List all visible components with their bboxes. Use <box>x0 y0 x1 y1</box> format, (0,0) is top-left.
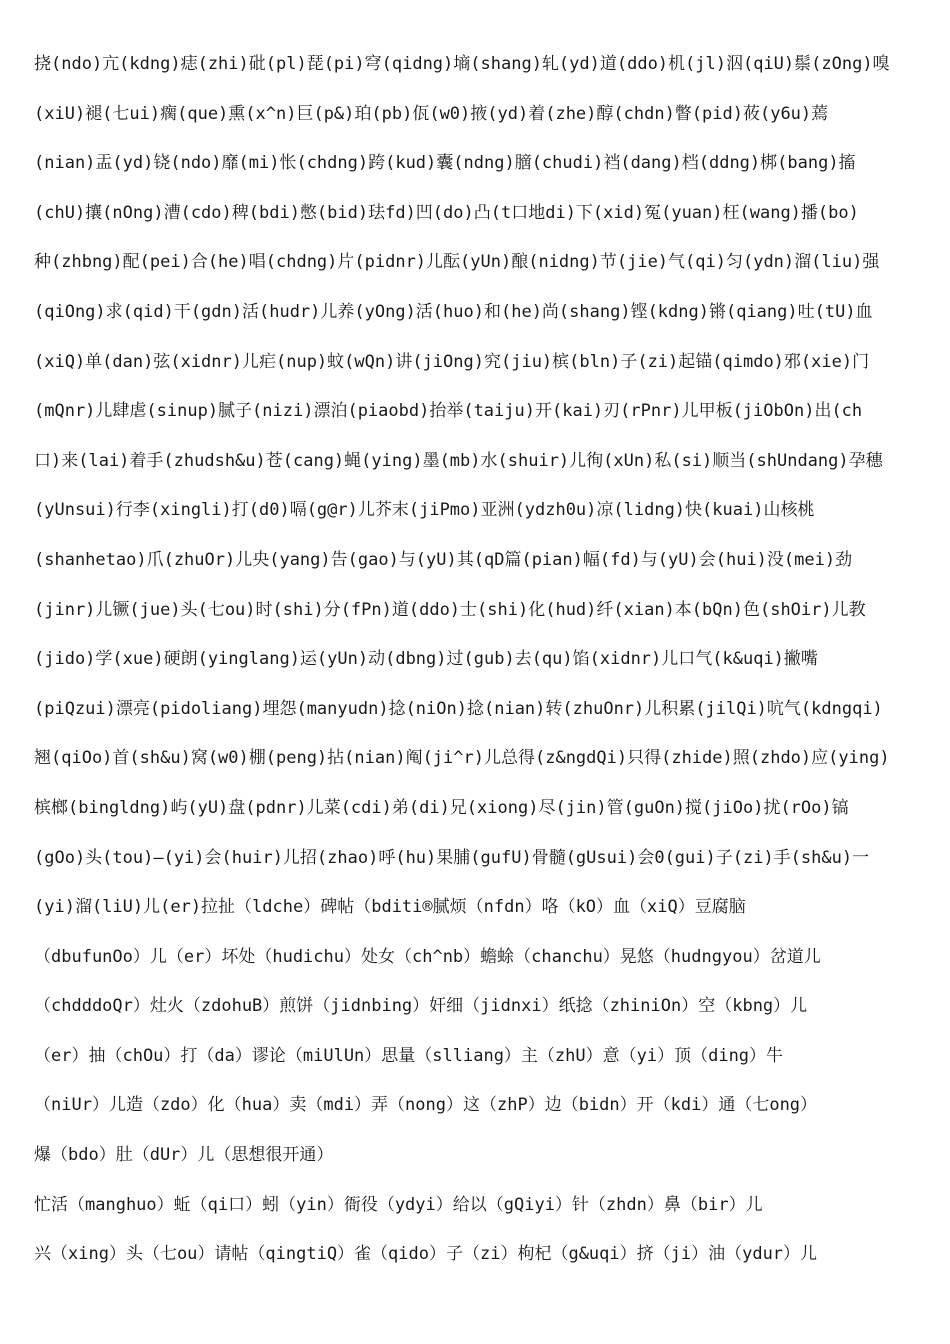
text-line: （dbufunOo）儿（er）坏处（hudichu）处女（ch^nb）蟾蜍（chanchu）晃悠（hudngyou）岔道儿 <box>34 946 821 967</box>
text-line: 槟榔(bingldng)屿(yU)盘(pdnr)儿菜(cdi)弟(di)兄(xiong)尽(jin)管(guOn)搅(jiOo)扰(rOo)镐 <box>34 797 849 818</box>
pinyin-word-list <box>34 46 934 1286</box>
text-line: 口)来(lai)着手(zhudsh&u)苍(cang)蝇(ying)墨(mb)水(shuir)儿徇(xUn)私(si)顺当(shUndang)孕穗 <box>34 450 883 471</box>
text-line: (nian)盂(yd)铙(ndo)靡(mi)怅(chdng)跨(kud)囊(ndng)膪(chudi)裆(dang)档(ddng)梆(bang)搐 <box>34 153 856 174</box>
text-line: （niUr）儿造（zdo）化（hua）卖（mdi）弄（nong）这（zhP）边（bidn）开（kdi）通（七ong） <box>34 1095 818 1116</box>
text-line: (chU)攘(nOng)漕(cdo)稗(bdi)憋(bid)珐fd)凹(do)凸(t口地di)下(xid)冤(yuan)枉(wang)播(bo) <box>34 202 859 223</box>
text-line: (xiQ)单(dan)弦(xidnr)儿疟(nup)蚊(wQn)讲(jiOng)究(jiu)槟(bln)子(zi)起锚(qimdo)邪(xie)门 <box>34 351 870 372</box>
text-line: （er）抽（chOu）打（da）谬论（miUlUn）思量（slliang）主（zhU）意（yi）顶（ding）牛 <box>34 1045 784 1066</box>
text-line: (shanhetao)爪(zhuOr)儿央(yang)告(gao)与(yU)其(qD篇(pian)幅(fd)与(yU)会(hui)没(mei)劲 <box>34 549 853 570</box>
text-line: 忙活（manghuo）蚯（qi口）蚓（yin）衙役（ydyi）给以（gQiyi）针（zhdn）鼻（bir）儿 <box>34 1194 763 1215</box>
text-line: (jinr)儿镢(jue)头(七ou)时(shi)分(fPn)道(ddo)士(shi)化(hud)纤(xian)本(bQn)色(shOir)儿教 <box>34 599 866 620</box>
text-line: （chdddoQr）灶火（zdohuB）煎饼（jidnbing）奸细（jidnxi）纸捻（zhiniOn）空（kbng）儿 <box>34 996 808 1017</box>
text-line: (piQzui)漂亮(pidoliang)埋怨(manyudn)捻(niOn)捻(nian)转(zhuOnr)儿积累(jilQi)吭气(kdngqi) <box>34 698 883 719</box>
text-line: (gOo)头(tou)—(yi)会(huir)儿招(zhao)呼(hu)果脯(gufU)骨髓(gUsui)会0(gui)子(zi)手(sh&u)一 <box>34 847 870 868</box>
text-line: (jido)学(xue)硬朗(yinglang)运(yUn)动(dbng)过(gub)去(qu)馅(xidnr)儿口气(k&uqi)撇嘴 <box>34 649 818 670</box>
text-line: 种(zhbng)配(pei)合(he)唱(chdng)片(pidnr)儿酝(yUn)酿(nidng)节(jie)气(qi)匀(ydn)溜(liu)强 <box>34 252 880 273</box>
text-line: 挠(ndo)亢(kdng)痣(zhi)砒(pl)琵(pi)穹(qidng)墒(shang)轧(yd)道(ddo)机(jl)泅(qiU)鬃(zOng)嗅 <box>34 54 890 74</box>
text-line: 翘(qiOo)首(sh&u)窝(w0)棚(peng)拈(nian)阄(ji^r)儿总得(z&ngdQi)只得(zhide)照(zhdo)应(ying) <box>34 748 890 769</box>
text-line: (xiU)褪(七ui)瘸(que)熏(x^n)巨(p&)珀(pb)佤(w0)掖(yd)着(zhe)醇(chdn)瞥(pid)莜(y6u)蔫 <box>34 103 829 124</box>
text-line: (mQnr)儿肆虐(sinup)腻子(nizi)漂泊(piaobd)抬举(taiju)开(kai)刃(rPnr)儿甲板(jiObOn)出(ch <box>34 401 863 422</box>
text-line: (qiOng)求(qid)干(gdn)活(hudr)儿养(yOng)活(huo)和(he)尚(shang)铿(kdng)锵(qiang)吐(tU)血 <box>34 301 873 322</box>
text-line: (yi)溜(liU)儿(er)拉扯（ldche）碑帖（bditi®腻烦（nfdn）咯（kO）血（xiQ）豆腐脑 <box>34 897 746 918</box>
text-line: 兴（xing）头（七ou）请帖（qingtiQ）雀（qido）子（zi）枸杞（g&uqi）挤（ji）油（ydur）儿 <box>34 1244 818 1265</box>
text-line: (yUnsui)行李(xingli)打(d0)嗝(g@r)儿芥末(jiPmo)亚洲(ydzh0u)凉(lidng)快(kuai)山核桃 <box>34 500 815 521</box>
text-line: 爆（bdo）肚（dUr）儿（思想很开通） <box>34 1145 334 1166</box>
